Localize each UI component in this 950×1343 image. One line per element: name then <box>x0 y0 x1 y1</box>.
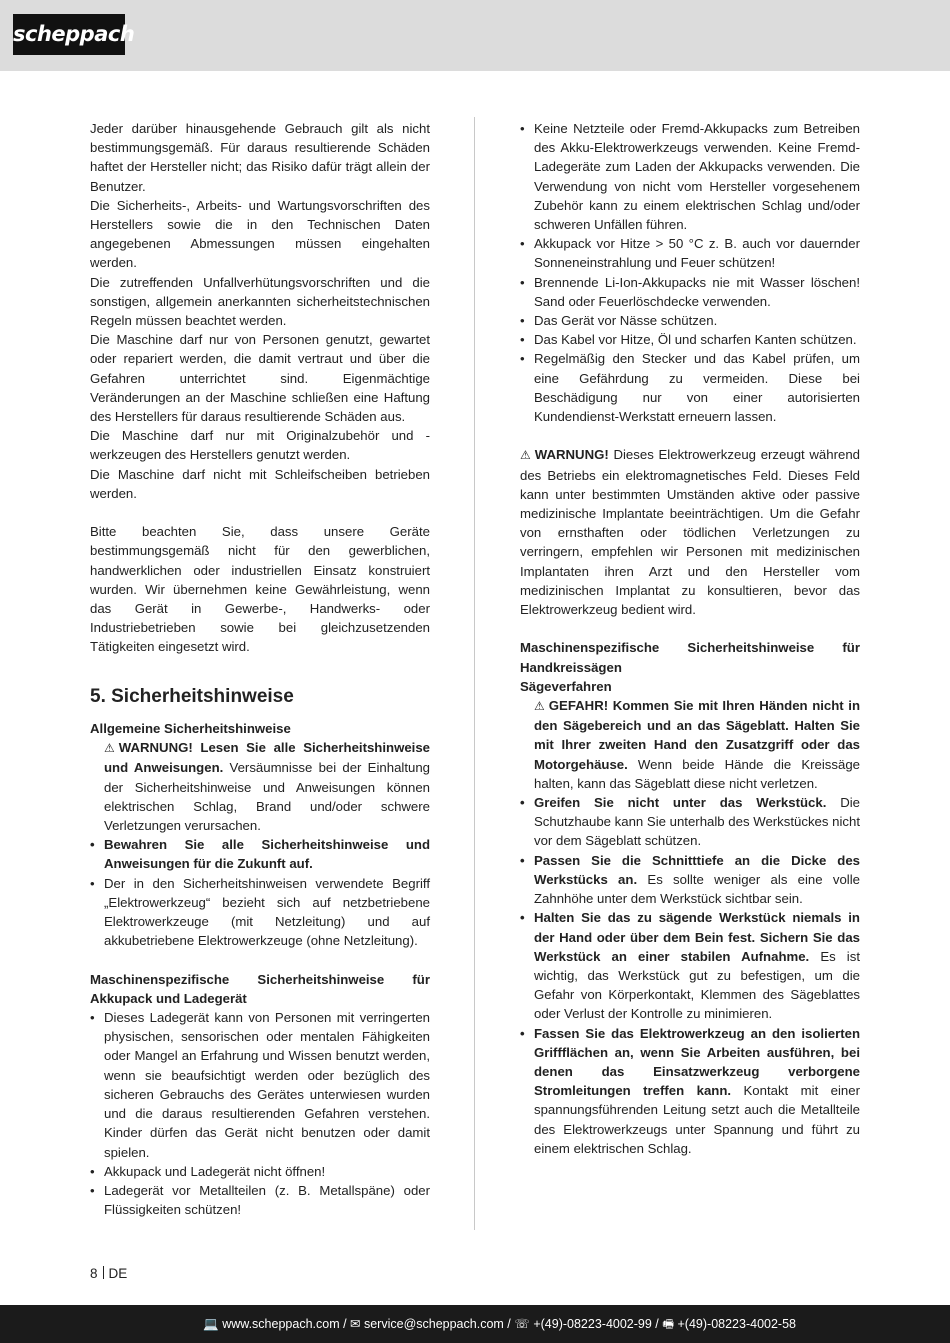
paragraph: Die Maschine darf nur mit Originalzubehör und -werkzeugen des Herstellers genutzt werden. <box>90 428 430 463</box>
list-item: • Ladegerät vor Metallteilen (z. B. Metallspäne) oder Flüssigkeiten schützen! <box>90 1182 430 1218</box>
list-item: • Akkupack und Ladegerät nicht öffnen! <box>90 1163 326 1179</box>
left-column <box>90 119 430 1219</box>
list-item: • Der in den Sicherheitshinweisen verwendete Begriff „Elektrowerkzeug“ bezieht sich auf netzbetriebene Elektrowerkzeuge (mit Netzleitung) und auf akkubetriebene Elektrowerkzeuge (ohne Netzleitung). <box>90 875 430 949</box>
paragraph: Die Maschine darf nur von Personen genutzt, gewartet oder repariert werden, die damit vertraut und über die Gefahren unterrichtet sind. Eigenmächtige Veränderungen an der Maschine schließen eine Haftung des Herstellers für daraus resultierende Schäden aus. <box>90 332 430 425</box>
brand-logo: scheppach <box>13 14 125 55</box>
warning-text: Dieses Elektrowerkzeug erzeugt während des Betriebs ein elektromagnetisches Feld. Dieses Feld kann unter bestimmten Umständen aktive oder passive medizinische Implantate beeinträchtigen. Um die Gefahr von ernsthaften oder tödlichen Verletzungen zu verringern, empfehlen wir Personen mit medizinischen Implantaten ihren Arzt und den Hersteller vom medizinischen Implantat zu konsultieren, bevor das Elektrowerkzeug bedient wird. <box>520 447 860 618</box>
section-title: 5. Sicherheitshinweise <box>90 686 294 708</box>
right-column <box>520 119 860 1158</box>
list-item: • Das Gerät vor Nässe schützen. <box>520 313 718 329</box>
warning-icon: ⚠ <box>104 741 115 756</box>
list-item: • Brennende Li-Ion-Akkupacks nie mit Wasser löschen! Sand oder Feuerlöschdecke verwenden. <box>520 274 860 309</box>
footer-contact-bar <box>0 1305 950 1343</box>
warning-block <box>520 445 860 619</box>
danger-bold: GEFAHR! Kommen Sie mit Ihren Händen nicht in den Sägebereich und an das Sägeblatt. Halten Sie mit Ihrer zweiten Hand den Zusatzgriff oder das Motorgehäuse. <box>534 698 860 772</box>
list-item: • Das Kabel vor Hitze, Öl und scharfen Kanten schützen. <box>520 332 857 348</box>
warning-bold: WARNUNG! <box>534 447 609 463</box>
page-header <box>0 0 950 71</box>
paragraph: Die zutreffenden Unfallverhütungsvorschriften und die sonstigen, allgemein anerkannten sicherheitstechnischen Regeln müssen beachtet werden. <box>90 274 430 329</box>
warning-icon: ⚠ <box>520 448 531 463</box>
warning-block <box>90 738 430 835</box>
paragraph: Die Sicherheits-, Arbeits- und Wartungsvorschriften des Herstellers sowie die in den Technischen Daten angegebenen Abmessungen müssen eingehalten werden. <box>90 197 430 271</box>
danger-text: Wenn beide Hände die Kreissäge halten, kann das Sägeblatt diese nicht verletzen. <box>534 756 860 791</box>
list-item: • Passen Sie die Schnitttiefe an die Dicke des Werkstücks an. Es sollte weniger als eine volle Zahnhöhe unter dem Werkstück sichtbar sein. <box>520 852 860 907</box>
warning-icon: ⚠ <box>534 699 545 714</box>
paragraph: Bitte beachten Sie, dass unsere Geräte bestimmungsgemäß nicht für den gewerblichen, handwerklichen oder industriellen Einsatz konstruiert wurden. Wir übernehmen keine Gewährleistung, wenn das Gerät in Gewerbe-, Handwerks- oder Industriebetrieben sowie bei gleichzusetzenden Tätigkeiten eingesetzt wird. <box>90 524 430 655</box>
warning-bold: WARNUNG! Lesen Sie alle Sicherheitshinweise und Anweisungen. <box>104 740 430 776</box>
warning-text: Versäumnisse bei der Einhaltung der Sicherheitshinweise und Anweisungen können elektrischen Schlag, Brand und/oder schwere Verletzungen verursachen. <box>104 760 431 834</box>
subsection-title: Allgemeine Sicherheitshinweise <box>90 721 291 737</box>
subsection-title: Maschinenspezifische Sicherheitshinweise für Akkupack und Ladegerät <box>90 971 430 1006</box>
subsection-subtitle: Sägeverfahren <box>520 678 612 694</box>
contact-info: 💻 www.scheppach.com / ✉ service@scheppach.com / ☏ +(49)-08223-4002-99 / 🖷 +(49)-08223-4002-58 <box>203 1317 796 1331</box>
list-item: • Greifen Sie nicht unter das Werkstück. Die Schutzhaube kann Sie unterhalb des Werkstückes nicht vor dem Sägeblatt schützen. <box>520 795 860 849</box>
list-item: • Fassen Sie das Elektrowerkzeug an den isolierten Griffflächen an, wenn Sie Arbeiten ausführen, bei denen das Einsatzwerkzeug verborgene Stromleitungen treffen kann. Kontakt mit einer spannungsführenden Leitung setzt auch die Metallteile des Elektrowerkzeugs unter Spannung und führt zu einem elektrischen Schlag. <box>520 1025 860 1156</box>
paragraph: Die Maschine darf nicht mit Schleifscheiben betrieben werden. <box>90 466 430 501</box>
danger-block <box>520 696 860 793</box>
list-item: • Dieses Ladegerät kann von Personen mit verringerten physischen, sensorischen oder mentalen Fähigkeiten oder Mangel an Erfahrung und Wissen benutzt werden, wenn sie beaufsichtigt werden oder bezüglich des sicheren Gebrauchs des Gerätes unterwiesen wurden und die daraus resultierenden Gefahren verstehen. Kinder dürfen das Gerät nicht benutzen oder damit spielen. <box>90 1010 430 1160</box>
list-item: • Regelmäßig den Stecker und das Kabel prüfen, um eine Gefährdung zu vermeiden. Diese bei Beschädigung nur von einer autorisierten Kundendienst-Werkstatt erneuern lassen. <box>520 351 860 425</box>
subsection-title: Maschinenspezifische Sicherheitshinweise für Handkreissägen <box>520 640 860 675</box>
list-item: • Halten Sie das zu sägende Werkstück niemals in der Hand oder über dem Bein fest. Sichern Sie das Werkstück an einer stabilen Aufnahme. Es ist wichtig, das Werkstück gut zu befestigen, um die Gefahr von Körperkontakt, Klemmen des Sägeblattes oder Verlust der Kontrolle zu minimieren. <box>520 910 860 1022</box>
list-item: • Akkupack vor Hitze > 50 °C z. B. auch vor dauernder Sonneneinstrahlung und Feuer schützen! <box>520 236 860 271</box>
column-divider <box>474 117 475 1230</box>
page-number: 8 DE <box>90 1266 128 1281</box>
paragraph: Jeder darüber hinausgehende Gebrauch gilt als nicht bestimmungsgemäß. Für daraus resultierende Schäden haftet der Hersteller nicht; das Risiko dafür trägt allein der Benutzer. <box>90 121 430 194</box>
list-item: • Keine Netzteile oder Fremd-Akkupacks zum Betreiben des Akku-Elektrowerkzeugs verwenden. Keine Fremd-Ladegeräte zum Laden der Akkupacks verwenden. Die Verwendung von nicht vom Hersteller vorgesehenem Zubehör kann zu einem elektrischen Schlag und/oder schweren Unfällen führen. <box>520 121 860 233</box>
list-item: • Bewahren Sie alle Sicherheitshinweise und Anweisungen für die Zukunft auf. <box>90 837 430 872</box>
